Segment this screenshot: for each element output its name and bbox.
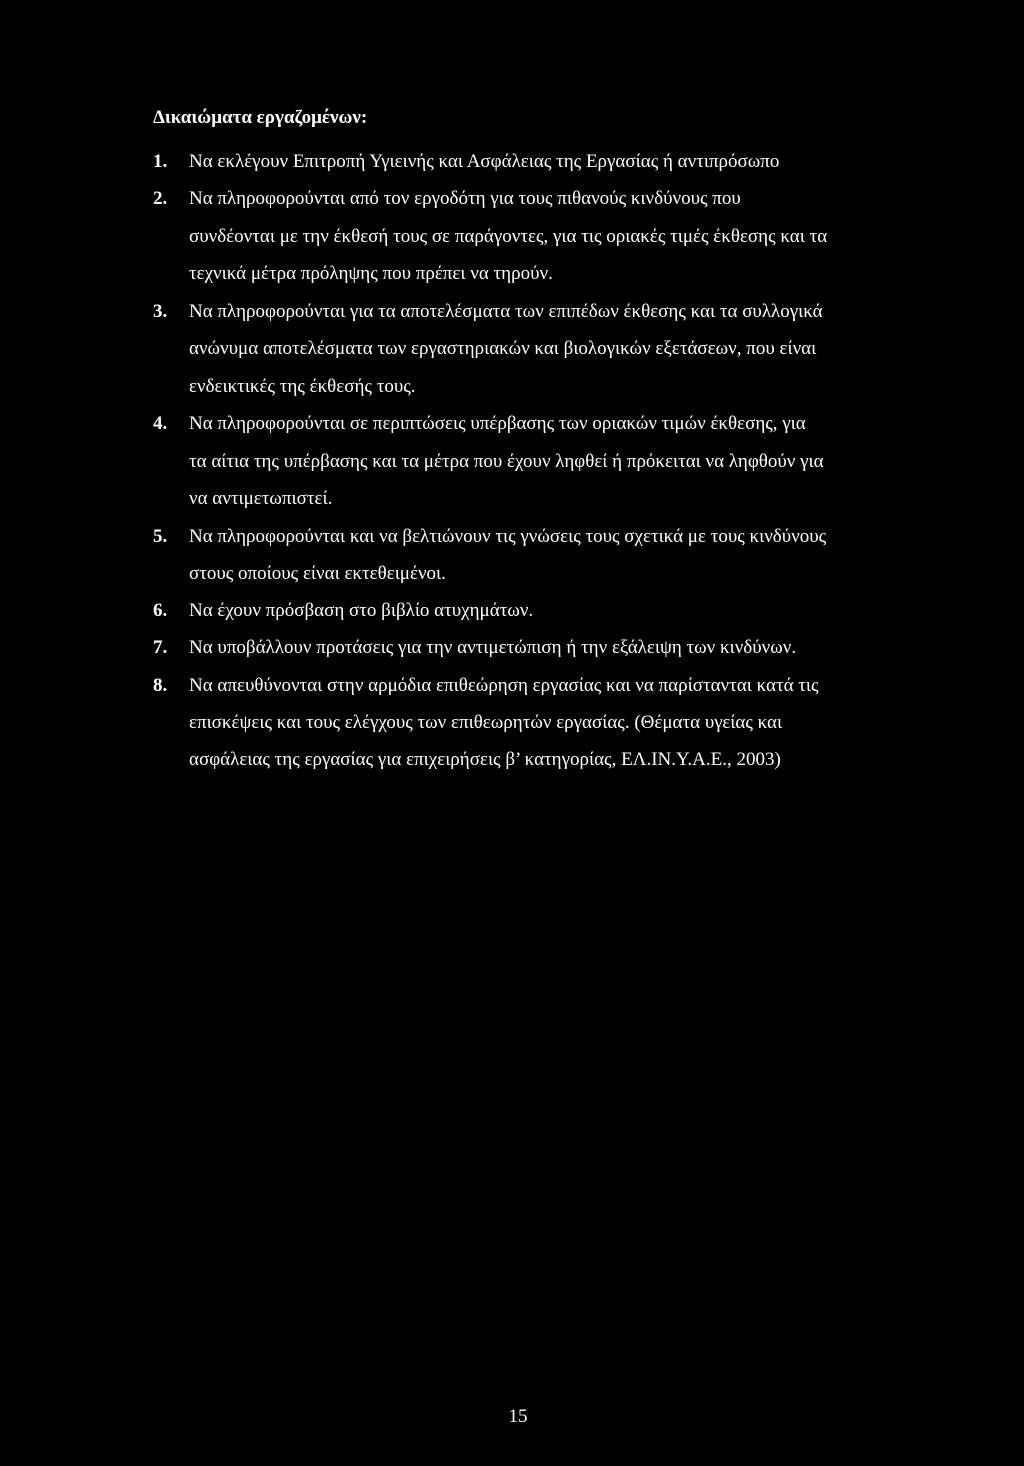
- item-3-line-2: ανώνυμα αποτελέσματα των εργαστηριακών και βιολογικών εξετάσεων, που είναι: [189, 338, 817, 359]
- item-number-6: 6.: [153, 600, 168, 621]
- item-number-2: 2.: [153, 188, 168, 209]
- item-5-line-1: Να πληροφορούνται και να βελτιώνουν τις γνώσεις τους σχετικά με τους κινδύνους: [189, 526, 827, 547]
- item-4-line-3: να αντιμετωπιστεί.: [189, 488, 333, 509]
- item-4-line-2: τα αίτια της υπέρβασης και τα μέτρα που έχουν ληφθεί ή πρόκειται να ληφθούν για: [189, 451, 824, 472]
- item-8-line-2: επισκέψεις και τους ελέγχους των επιθεωρητών εργασίας. (Θέματα υγείας και: [189, 712, 783, 733]
- item-2-line-1: Να πληροφορούνται από τον εργοδότη για τους πιθανούς κινδύνους που: [189, 188, 741, 209]
- item-8-line-1: Να απευθύνονται στην αρμόδια επιθεώρηση εργασίας και να παρίστανται κατά τις: [189, 675, 819, 696]
- section-heading: Δικαιώματα εργαζομένων:: [153, 107, 368, 128]
- item-number-5: 5.: [153, 526, 168, 547]
- item-7-line-1: Να υποβάλλουν προτάσεις για την αντιμετώπιση ή την εξάλειψη των κινδύνων.: [189, 637, 797, 658]
- item-number-4: 4.: [153, 413, 168, 434]
- item-8-line-3: ασφάλειας της εργασίας για επιχειρήσεις β’ κατηγορίας, ΕΛ.ΙΝ.Υ.Α.Ε., 2003): [189, 749, 781, 770]
- item-4-line-1: Να πληροφορούνται σε περιπτώσεις υπέρβασης των οριακών τιμών έκθεσης, για: [189, 413, 806, 434]
- item-number-7: 7.: [153, 637, 168, 658]
- item-1-line-1: Να εκλέγουν Επιτροπή Υγιεινής και Ασφάλειας της Εργασίας ή αντιπρόσωπο: [189, 151, 780, 172]
- item-6-line-1: Να έχουν πρόσβαση στο βιβλίο ατυχημάτων.: [189, 600, 534, 621]
- item-number-8: 8.: [153, 675, 168, 696]
- item-number-1: 1.: [153, 151, 168, 172]
- item-3-line-3: ενδεικτικές της έκθεσής τους.: [189, 376, 416, 397]
- item-number-3: 3.: [153, 301, 168, 322]
- item-5-line-2: στους οποίους είναι εκτεθειμένοι.: [189, 563, 446, 584]
- page-number: 15: [508, 1406, 528, 1427]
- item-2-line-3: τεχνικά μέτρα πρόληψης που πρέπει να τηρούν.: [189, 263, 553, 284]
- item-2-line-2: συνδέονται με την έκθεσή τους σε παράγοντες, για τις οριακές τιμές έκθεσης και τα: [189, 226, 828, 247]
- item-3-line-1: Να πληροφορούνται για τα αποτελέσματα των επιπέδων έκθεσης και τα συλλογικά: [189, 301, 823, 322]
